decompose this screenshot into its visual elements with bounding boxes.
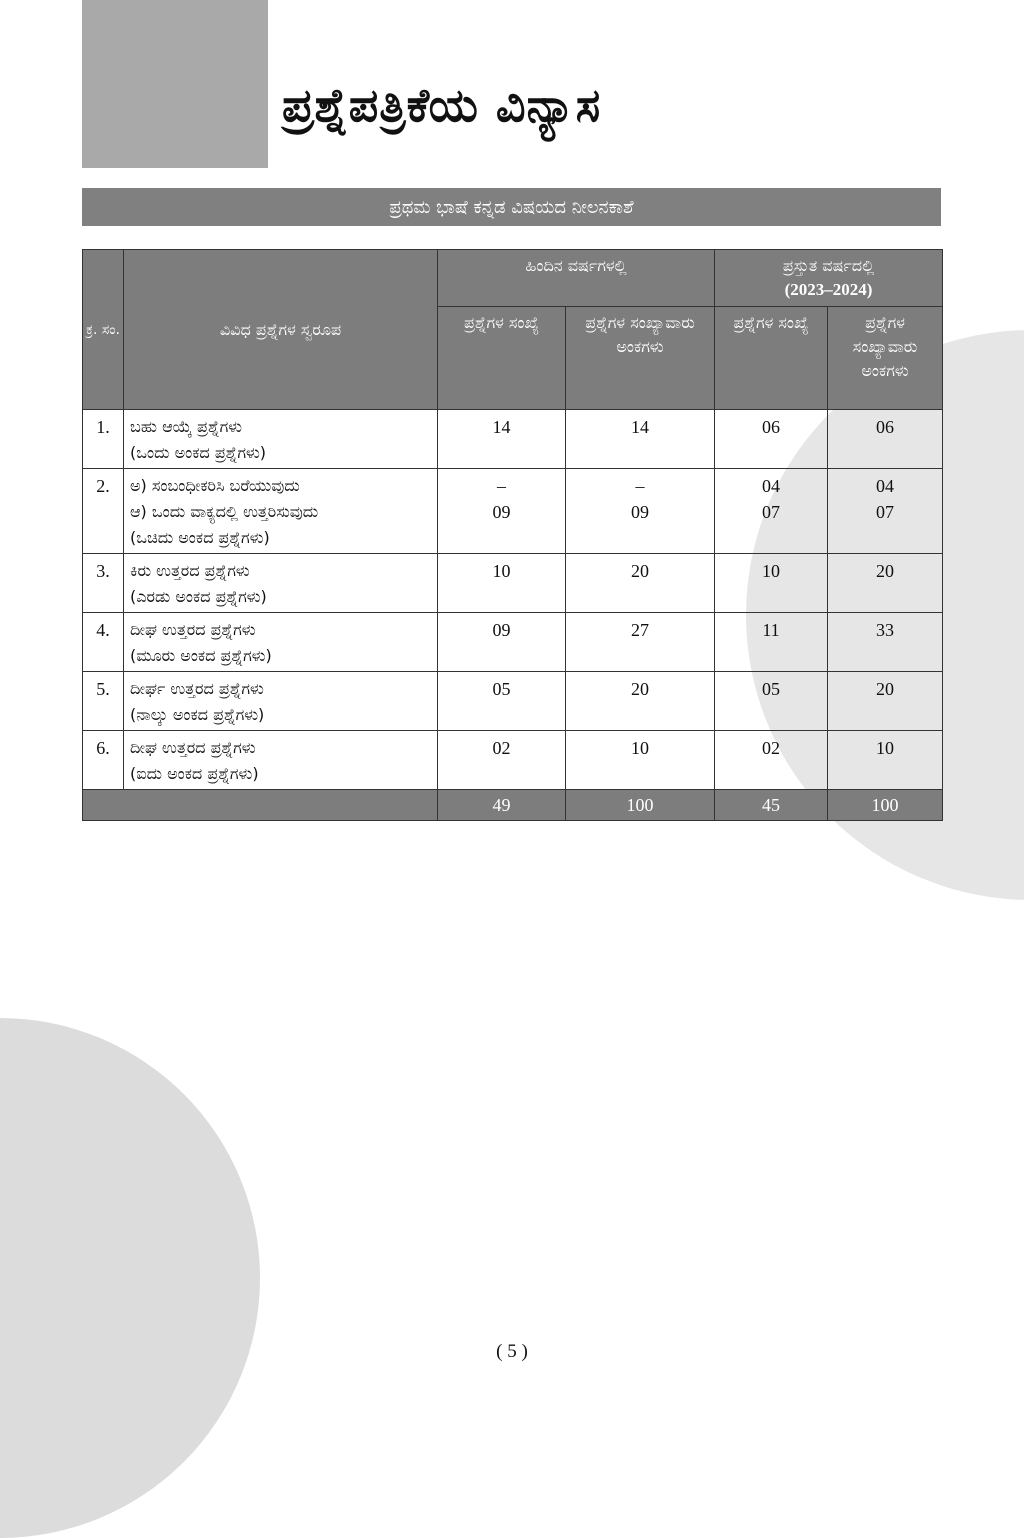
prev-marks: 10 [566,731,715,790]
header-current-year-range: (2023–2024) [784,280,873,299]
header-question-type: ವಿವಿಧ ಪ್ರಶ್ನೆಗಳ ಸ್ವರೂಪ [124,250,438,410]
header-sl-no: ಕ್ರ. ಸಂ. [83,250,124,410]
cur-questions: 06 [715,410,828,469]
row-line: (ನಾಲ್ಕು ಅಂಕದ ಪ್ರಶ್ನೆಗಳು) [130,705,265,724]
section-subtitle-bar [82,188,941,226]
decorative-block [82,0,268,168]
header-current-year [715,250,943,307]
cell-value: 09 [631,502,649,522]
row-line: ದೀಘ ಉತ್ತರದ ಪ್ರಶ್ನೆಗಳು [130,620,256,639]
cur-questions: 05 [715,672,828,731]
row-line: ಆ) ಒಂದು ವಾಕ್ಯದಲ್ಲಿ ಉತ್ತರಿಸುವುದು [130,502,319,521]
row-sl: 4. [83,613,124,672]
row-description [124,554,438,613]
header-prev-num-questions: ಪ್ರಶ್ನೆಗಳ ಸಂಖ್ಯೆ [438,307,566,410]
table-row [83,469,943,554]
row-description [124,613,438,672]
cur-questions: 02 [715,731,828,790]
cell-value: 04 [876,476,894,496]
row-line: (ಒಂದು ಅಂಕದ ಪ್ರಶ್ನೆಗಳು) [130,443,267,462]
row-description [124,731,438,790]
header-previous-years: ಹಿಂದಿನ ವರ್ಷಗಳಲ್ಲಿ [438,250,715,307]
cell-value: 09 [492,502,511,522]
row-line: ದೀರ್ಘ ಉತ್ತರದ ಪ್ರಶ್ನೆಗಳು [130,679,264,698]
prev-marks: 27 [566,613,715,672]
section-subtitle: ಪ್ರಥಮ ಭಾಷೆ ಕನ್ನಡ ವಿಷಯದ ನೀಲನಕಾಶೆ [389,196,634,218]
header-current-year-label: ಪ್ರಸ್ತುತ ವರ್ಷದಲ್ಲಿ [782,256,875,275]
prev-questions: 05 [438,672,566,731]
blueprint-table [82,249,943,821]
page-number: ( 5 ) [496,1341,528,1362]
row-line: (ಮೂರು ಅಂಕದ ಪ್ರಶ್ನೆಗಳು) [130,646,272,665]
prev-questions: 10 [438,554,566,613]
table-row [83,731,943,790]
cur-marks [828,469,943,554]
cell-value: – [635,476,645,496]
total-prev-questions: 49 [438,790,566,821]
table-row [83,613,943,672]
row-sl: 1. [83,410,124,469]
row-sl: 6. [83,731,124,790]
row-line: (ಒಚಿದು ಅಂಕದ ಪ್ರಶ್ನೆಗಳು) [130,528,270,547]
header-cur-marks: ಪ್ರಶ್ನೆಗಳ ಸಂಖ್ಯಾವಾರು ಅಂಕಗಳು [828,307,943,410]
totals-label-cell [83,790,438,821]
prev-marks [566,469,715,554]
prev-marks: 14 [566,410,715,469]
row-line: ದೀಘ ಉತ್ತರದ ಪ್ರಶ್ನೆಗಳು [130,738,256,757]
row-sl: 5. [83,672,124,731]
table-row [83,410,943,469]
cell-value: – [497,476,506,496]
prev-questions [438,469,566,554]
table-row [83,672,943,731]
table-row [83,554,943,613]
total-prev-marks: 100 [566,790,715,821]
prev-marks: 20 [566,554,715,613]
cur-marks: 06 [828,410,943,469]
prev-marks: 20 [566,672,715,731]
cur-questions: 11 [715,613,828,672]
row-line: ಅ) ಸಂಬಂಧೀಕರಿಸಿ ಬರೆಯುವುದು [130,476,300,495]
cell-value: 07 [762,502,780,522]
cell-value: 04 [762,476,780,496]
totals-row [83,790,943,821]
row-sl: 3. [83,554,124,613]
header-prev-marks: ಪ್ರಶ್ನೆಗಳ ಸಂಖ್ಯಾವಾರು ಅಂಕಗಳು [566,307,715,410]
row-line: ಬಹು ಆಯ್ಕೆ ಪ್ರಶ್ನೆಗಳು [130,417,242,436]
prev-questions: 14 [438,410,566,469]
cur-marks: 33 [828,613,943,672]
row-line: ಕಿರು ಉತ್ತರದ ಪ್ರಶ್ನೆಗಳು [130,561,250,580]
decorative-circle-left [0,1018,260,1538]
row-description [124,672,438,731]
row-description [124,410,438,469]
cur-questions [715,469,828,554]
prev-questions: 02 [438,731,566,790]
cur-marks: 20 [828,554,943,613]
total-cur-marks: 100 [828,790,943,821]
row-line: (ಎರಡು ಅಂಕದ ಪ್ರಶ್ನೆಗಳು) [130,587,267,606]
row-line: (ಐದು ಅಂಕದ ಪ್ರಶ್ನೆಗಳು) [130,764,259,783]
row-sl: 2. [83,469,124,554]
header-cur-num-questions: ಪ್ರಶ್ನೆಗಳ ಸಂಖ್ಯೆ [715,307,828,410]
prev-questions: 09 [438,613,566,672]
total-cur-questions: 45 [715,790,828,821]
row-description [124,469,438,554]
page-title: ಪ್ರಶ್ನೆಪತ್ರಿಕೆಯ ವಿನ್ಯಾಸ [282,78,602,132]
cur-marks: 10 [828,731,943,790]
cur-questions: 10 [715,554,828,613]
cur-marks: 20 [828,672,943,731]
cell-value: 07 [876,502,894,522]
